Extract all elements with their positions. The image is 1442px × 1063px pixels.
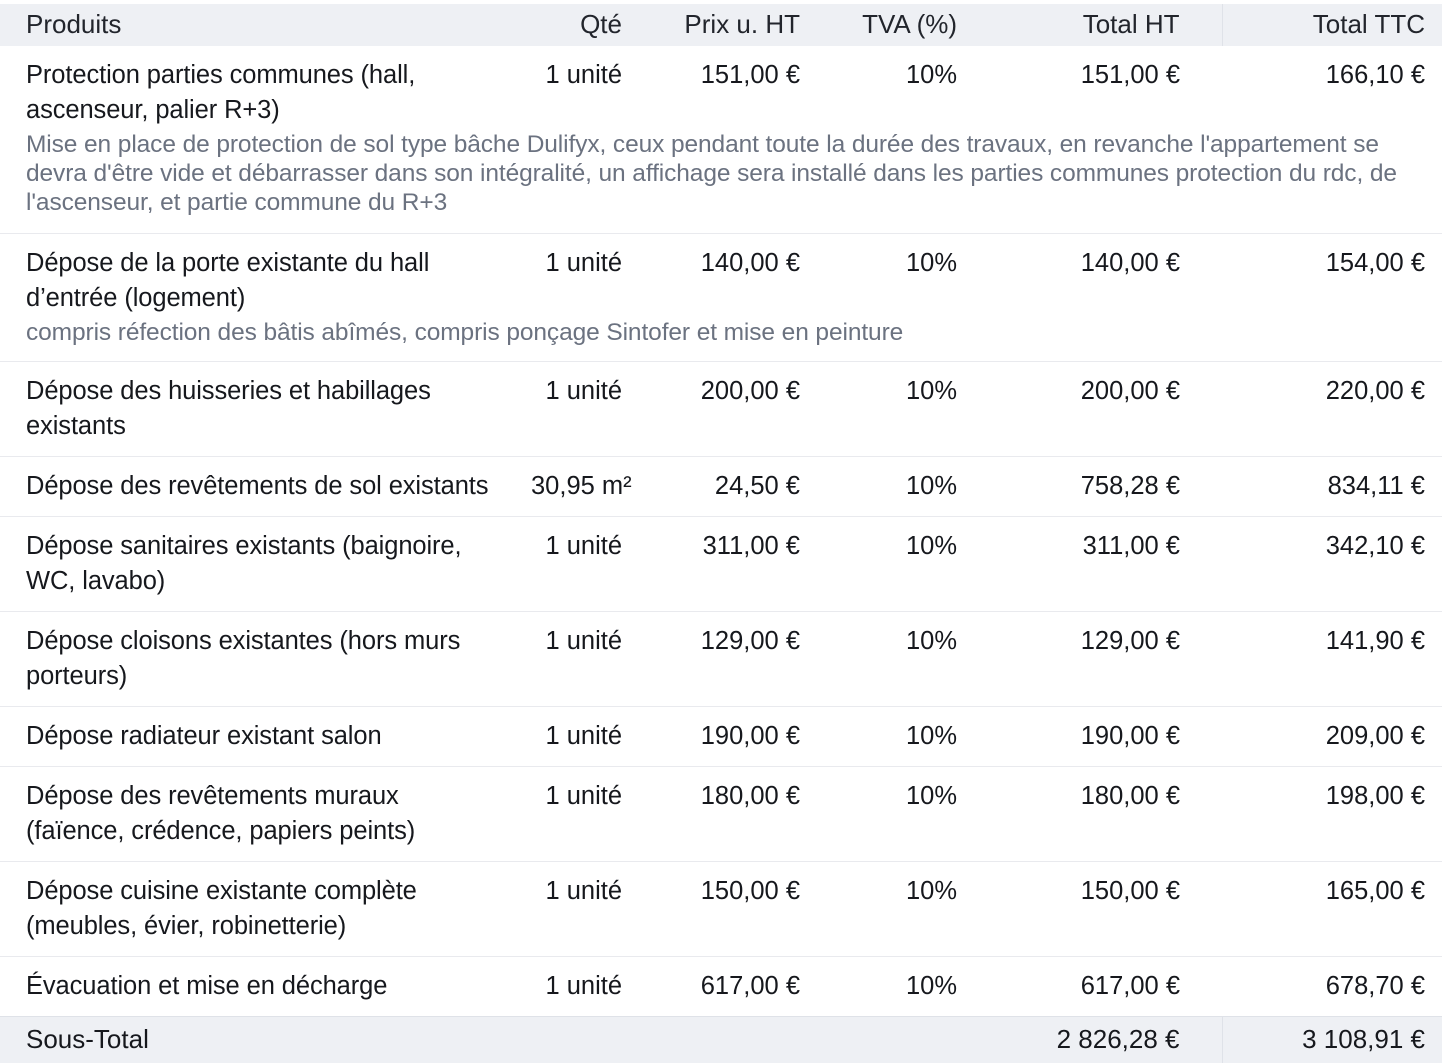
cell-total-ttc-value: 342,10 € xyxy=(1222,517,1442,612)
cell-prix-unitaire-ht-value: 129,00 € xyxy=(660,612,850,707)
cell-prix-unitaire-ht-value: 150,00 € xyxy=(660,862,850,957)
column-header-prix-unitaire-ht: Prix u. HT xyxy=(660,4,850,46)
cell-total-ht-value: 190,00 € xyxy=(1010,707,1222,767)
cell-total-ttc-value: 154,00 € xyxy=(1222,234,1442,319)
table-row[interactable] xyxy=(0,457,1442,517)
table-row[interactable] xyxy=(0,234,1442,319)
column-header-total-ht: Total HT xyxy=(1010,4,1222,46)
table-header xyxy=(0,4,1442,46)
table-header-row xyxy=(0,4,1442,46)
table-row[interactable] xyxy=(0,957,1442,1017)
column-header-total-ttc: Total TTC xyxy=(1222,4,1442,46)
table-row[interactable] xyxy=(0,707,1442,767)
cell-produit-label: Dépose de la porte existante du hall d’entrée (logement) xyxy=(0,234,530,319)
table-row[interactable] xyxy=(0,862,1442,957)
quote-line-items-table xyxy=(0,4,1442,1063)
cell-prix-unitaire-ht-value: 311,00 € xyxy=(660,517,850,612)
table-row[interactable] xyxy=(0,517,1442,612)
cell-total-ttc-value: 834,11 € xyxy=(1222,457,1442,517)
cell-total-ttc-value: 166,10 € xyxy=(1222,46,1442,130)
cell-total-ht-value: 140,00 € xyxy=(1010,234,1222,319)
subtotal-tva xyxy=(850,1017,1010,1063)
cell-tva-value: 10% xyxy=(850,862,1010,957)
column-header-tva: TVA (%) xyxy=(850,4,1010,46)
cell-qte-value: 30,95 m² xyxy=(530,457,660,517)
subtotal-total-ttc-value: 3 108,91 € xyxy=(1222,1017,1442,1063)
cell-tva-value: 10% xyxy=(850,767,1010,862)
table-row-description xyxy=(0,318,1442,362)
cell-qte-value: 1 unité xyxy=(530,362,660,457)
cell-tva-value: 10% xyxy=(850,612,1010,707)
cell-qte-value: 1 unité xyxy=(530,957,660,1017)
cell-produit-label: Dépose cloisons existantes (hors murs porteurs) xyxy=(0,612,530,707)
cell-total-ttc-value: 678,70 € xyxy=(1222,957,1442,1017)
cell-total-ht-value: 180,00 € xyxy=(1010,767,1222,862)
cell-total-ttc-value: 198,00 € xyxy=(1222,767,1442,862)
cell-tva-value: 10% xyxy=(850,234,1010,319)
cell-total-ttc-value: 220,00 € xyxy=(1222,362,1442,457)
cell-tva-value: 10% xyxy=(850,957,1010,1017)
cell-produit-description: Mise en place de protection de sol type bâche Dulifyx, ceux pendant toute la durée des travaux, en revanche l'appartement se devra d'être vide et débarrasser dans son intégralité, un affichage sera installé dans les parties communes protection du rdc, de l'ascenseur, et partie commune du R+3 xyxy=(0,130,1442,234)
cell-produit-label: Dépose des revêtements muraux (faïence, crédence, papiers peints) xyxy=(0,767,530,862)
cell-produit-label: Protection parties communes (hall, ascenseur, palier R+3) xyxy=(0,46,530,130)
cell-prix-unitaire-ht-value: 180,00 € xyxy=(660,767,850,862)
cell-tva-value: 10% xyxy=(850,362,1010,457)
cell-qte-value: 1 unité xyxy=(530,46,660,130)
cell-produit-description: compris réfection des bâtis abîmés, compris ponçage Sintofer et mise en peinture xyxy=(0,318,1442,362)
cell-total-ht-value: 151,00 € xyxy=(1010,46,1222,130)
cell-tva-value: 10% xyxy=(850,707,1010,767)
subtotal-prix xyxy=(660,1017,850,1063)
table-body xyxy=(0,46,1442,1063)
cell-prix-unitaire-ht-value: 617,00 € xyxy=(660,957,850,1017)
cell-produit-label: Dépose sanitaires existants (baignoire, WC, lavabo) xyxy=(0,517,530,612)
cell-produit-label: Dépose des huisseries et habillages existants xyxy=(0,362,530,457)
cell-total-ht-value: 200,00 € xyxy=(1010,362,1222,457)
cell-total-ht-value: 129,00 € xyxy=(1010,612,1222,707)
cell-prix-unitaire-ht-value: 190,00 € xyxy=(660,707,850,767)
column-header-produits: Produits xyxy=(0,4,530,46)
table-row[interactable] xyxy=(0,612,1442,707)
table-row-description xyxy=(0,130,1442,234)
cell-tva-value: 10% xyxy=(850,457,1010,517)
cell-produit-label: Dépose radiateur existant salon xyxy=(0,707,530,767)
subtotal-label: Sous-Total xyxy=(0,1017,530,1063)
cell-prix-unitaire-ht-value: 151,00 € xyxy=(660,46,850,130)
cell-prix-unitaire-ht-value: 140,00 € xyxy=(660,234,850,319)
cell-total-ttc-value: 209,00 € xyxy=(1222,707,1442,767)
cell-qte-value: 1 unité xyxy=(530,862,660,957)
cell-qte-value: 1 unité xyxy=(530,517,660,612)
cell-total-ht-value: 150,00 € xyxy=(1010,862,1222,957)
column-header-qte: Qté xyxy=(530,4,660,46)
cell-tva-value: 10% xyxy=(850,517,1010,612)
subtotal-qte xyxy=(530,1017,660,1063)
cell-qte-value: 1 unité xyxy=(530,767,660,862)
subtotal-total-ht-value: 2 826,28 € xyxy=(1010,1017,1222,1063)
table-row[interactable] xyxy=(0,767,1442,862)
cell-produit-label: Évacuation et mise en décharge xyxy=(0,957,530,1017)
cell-total-ht-value: 758,28 € xyxy=(1010,457,1222,517)
cell-produit-label: Dépose des revêtements de sol existants xyxy=(0,457,530,517)
cell-total-ttc-value: 141,90 € xyxy=(1222,612,1442,707)
cell-tva-value: 10% xyxy=(850,46,1010,130)
cell-total-ht-value: 311,00 € xyxy=(1010,517,1222,612)
cell-total-ttc-value: 165,00 € xyxy=(1222,862,1442,957)
cell-prix-unitaire-ht-value: 24,50 € xyxy=(660,457,850,517)
table-row[interactable] xyxy=(0,46,1442,130)
cell-total-ht-value: 617,00 € xyxy=(1010,957,1222,1017)
subtotal-row xyxy=(0,1017,1442,1063)
cell-produit-label: Dépose cuisine existante complète (meubles, évier, robinetterie) xyxy=(0,862,530,957)
cell-prix-unitaire-ht-value: 200,00 € xyxy=(660,362,850,457)
table-row[interactable] xyxy=(0,362,1442,457)
cell-qte-value: 1 unité xyxy=(530,612,660,707)
cell-qte-value: 1 unité xyxy=(530,234,660,319)
cell-qte-value: 1 unité xyxy=(530,707,660,767)
